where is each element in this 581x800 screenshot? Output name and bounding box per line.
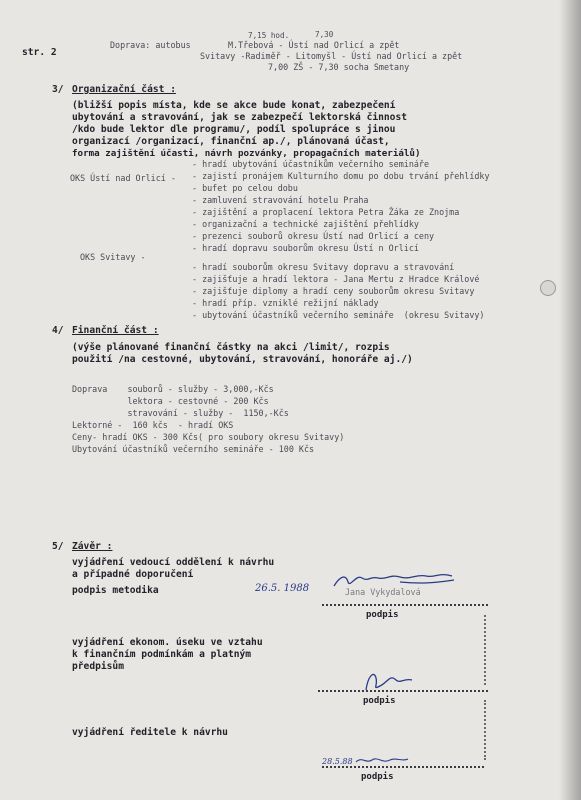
director-line: vyjádření ředitele k návrhu <box>72 727 228 738</box>
section-4-number: 4/ <box>52 325 64 336</box>
methodist-name: Jana Vykydalová <box>345 587 421 597</box>
oks-usti-item: - hradí dopravu souborům okresu Ústí n Orlicí <box>192 243 419 253</box>
budget-row: Doprava souborů - služby - 3,000,-Kčs <box>72 384 274 394</box>
section-3-heading: Organizační část : <box>72 84 176 95</box>
oks-usti-item: - zajistí pronájem Kulturního domu po dobu trvání přehlídky <box>192 171 490 181</box>
budget-row: stravování - služby - 1150,-Kčs <box>72 408 289 418</box>
approval-line: podpis metodika <box>72 585 159 596</box>
section-4-intro-line: (výše plánované finanční částky na akci /limit/, rozpis <box>72 342 390 353</box>
signature-line-2 <box>318 690 488 692</box>
oks-usti-label: OKS Ústí nad Orlicí - <box>70 173 176 183</box>
route-line-3: 7,00 ZŠ - 7,30 socha Smetany <box>268 62 410 72</box>
signature-caption-3: podpis <box>361 772 394 782</box>
economic-line: vyjádření ekonom. úseku ve vztahu <box>72 637 263 648</box>
signature-line-3 <box>322 766 484 768</box>
section-3-intro-line: organizací /organizací, finanční ap./, plánovaná účast, <box>72 136 390 147</box>
section-4-intro-line: použití /na cestovné, ubytování, stravování, honoráře aj./) <box>72 354 413 365</box>
signature-date-3: 28.5.88 <box>322 757 353 766</box>
approval-line: vyjádření vedoucí oddělení k návrhu <box>72 557 275 568</box>
section-3-intro-line: ubytování a stravování, jak se zabezpečí lektorská činnost <box>72 112 408 123</box>
signature-date-1: 26.5. 1988 <box>255 583 310 594</box>
page-edge-shadow <box>559 0 581 800</box>
budget-row: Lektorné - 160 kčs - hradí OKS <box>72 420 234 430</box>
oks-usti-item: - prezenci souborů okresu Ústí nad Orlicí a ceny <box>192 231 435 241</box>
oks-usti-item: - zamluvení stravování hotelu Praha <box>192 195 369 205</box>
section-4-heading: Finanční část : <box>72 325 159 336</box>
oks-svitavy-item: - zajišťuje a hradí lektora - Jana Mertu z Hradce Králové <box>192 274 480 284</box>
oks-svitavy-item: - ubytování účastníků večerního semináře (okresu Svitavy) <box>192 310 485 320</box>
divider-dots <box>484 700 486 760</box>
signature-1 <box>330 568 460 594</box>
divider-dots <box>484 615 486 685</box>
section-5-number: 5/ <box>52 541 64 552</box>
oks-svitavy-item: - zajišťuje diplomy a hradí ceny souborům okresu Svitavy <box>192 286 475 296</box>
section-5-heading: Závěr : <box>72 541 113 552</box>
route-line-2: Svitavy -Radiměř - Litomyšl - Ústí nad Orlicí a zpět <box>200 51 463 61</box>
section-3-intro-line: forma zajištění účasti, návrh pozvánky, propagačních materiálů) <box>72 148 421 159</box>
oks-svitavy-item: - hradí příp. vzniklé režijní náklady <box>192 298 379 308</box>
section-3-intro-line: (bližší popis místa, kde se akce bude konat, zabezpečení <box>72 100 396 111</box>
oks-svitavy-item: - hradí souborům okresu Svitavy dopravu a stravování <box>192 262 455 272</box>
section-3-number: 3/ <box>52 84 64 95</box>
transport-label: Doprava: autobus <box>110 40 191 50</box>
punch-hole <box>540 280 556 296</box>
departure-time-1: 7,15 hod. <box>248 31 290 40</box>
oks-usti-item: - organizační a technické zajištění přehlídky <box>192 219 419 229</box>
section-3-intro-line: /kdo bude lektor dle programu/, podíl spolupráce s jinou <box>72 124 396 135</box>
economic-line: předpisům <box>72 661 124 672</box>
signature-line-1 <box>322 604 488 606</box>
budget-row: Ubytování účastníků večerního semináře - 100 Kčs <box>72 444 315 454</box>
approval-line: a případné doporučení <box>72 569 194 580</box>
route-line-1: M.Třebová - Ústí nad Orlicí a zpět <box>228 40 400 50</box>
signature-caption-1: podpis <box>366 610 399 620</box>
oks-usti-item: - bufet po celou dobu <box>192 183 298 193</box>
economic-line: k finančním podmínkám a platným <box>72 649 252 660</box>
oks-usti-item: - zajištění a proplacení lektora Petra Žáka ze Znojma <box>192 207 460 217</box>
departure-time-2: 7,30 <box>315 30 334 39</box>
oks-svitavy-label: OKS Svitavy - <box>80 252 146 262</box>
budget-row: Ceny- hradí OKS - 300 Kčs( pro soubory okresu Svitavy) <box>72 432 345 442</box>
signature-caption-2: podpis <box>363 696 396 706</box>
oks-usti-item: - hradí ubytování účastníkům večerního semináře <box>192 159 429 169</box>
budget-row: lektora - cestovné - 200 Kčs <box>72 396 269 406</box>
page-number: str. 2 <box>22 47 57 58</box>
